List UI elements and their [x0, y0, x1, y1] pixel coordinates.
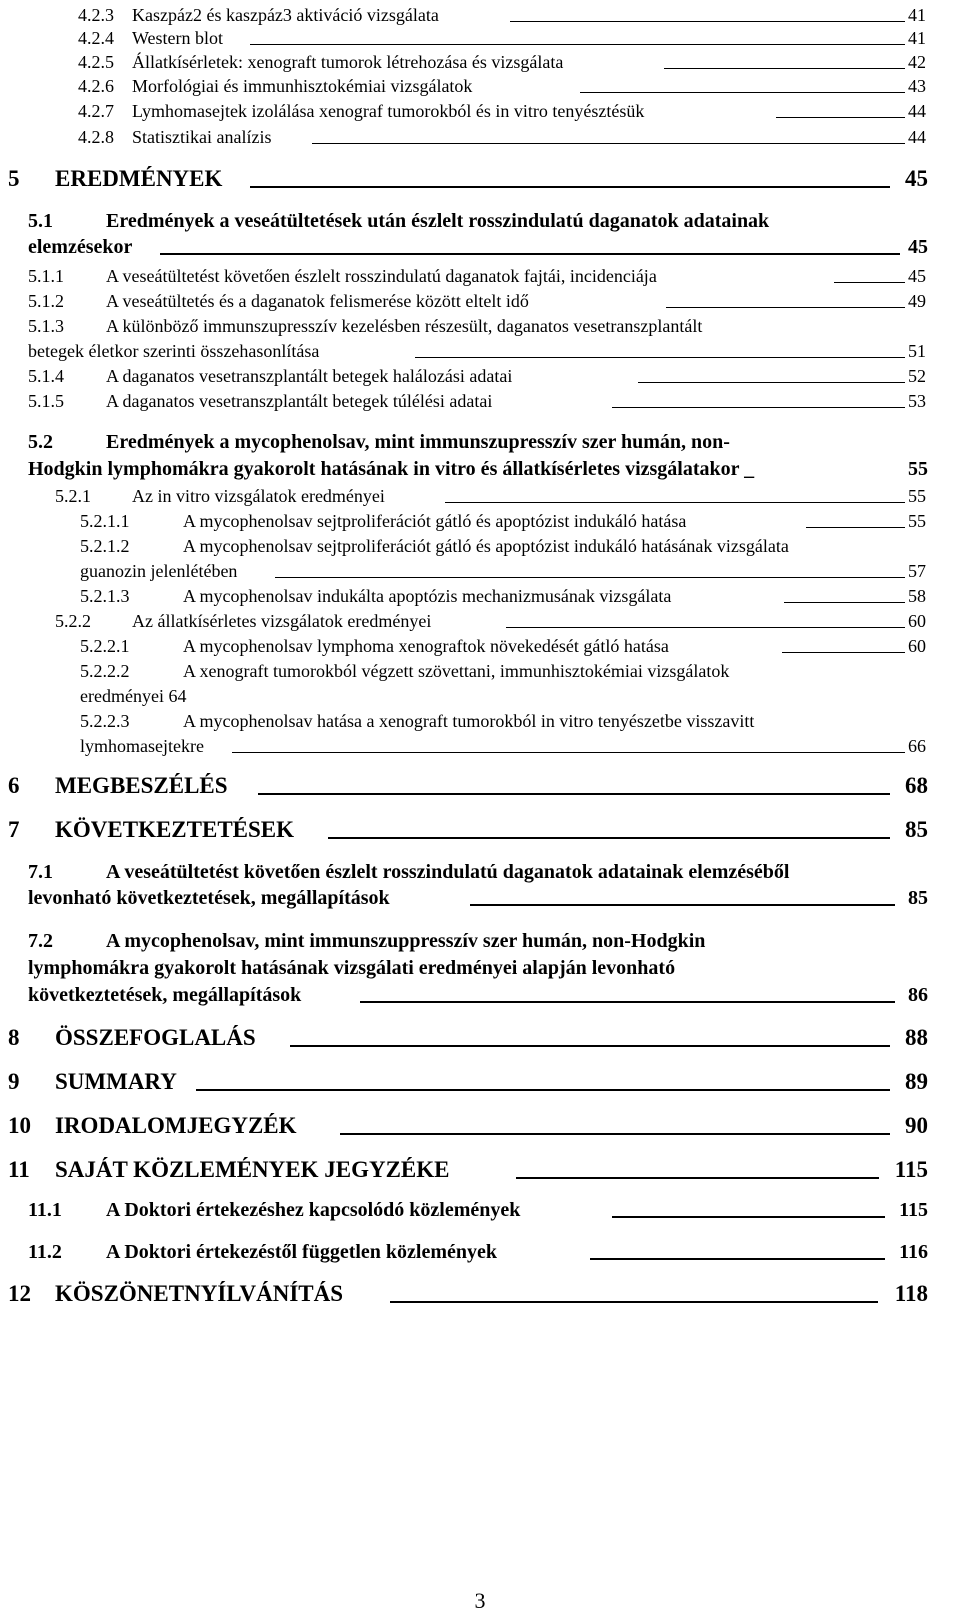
toc-entry[interactable] — [0, 481, 960, 507]
toc-title: Lymhomasejtek izolálása xenograf tumorokból és in vitro tenyésztésük — [132, 101, 645, 121]
toc-number: 5.2.2.2 — [80, 661, 130, 681]
toc-title: Eredmények a mycophenolsav, mint immunszupresszív szer humán, non- — [106, 431, 730, 453]
toc-number: 5.2.2 — [55, 611, 91, 631]
toc-section-continued[interactable] — [0, 979, 960, 1007]
toc-title: A daganatos vesetranszplantált betegek túlélési adatai — [106, 391, 493, 411]
toc-page: 42 — [908, 52, 926, 72]
toc-leader — [250, 44, 905, 45]
toc-leader — [196, 1089, 890, 1091]
toc-title: A veseátültetést követően észlelt rosszindulatú daganatok fajtái, incidenciája — [106, 266, 657, 286]
toc-title: SUMMARY — [55, 1069, 177, 1094]
toc-leader — [506, 627, 905, 628]
toc-number: 5.1.5 — [28, 391, 64, 411]
toc-entry[interactable] — [0, 706, 960, 732]
toc-leader — [258, 793, 890, 795]
toc-number: 12 — [8, 1281, 31, 1306]
toc-leader — [445, 502, 905, 503]
toc-title: A xenograft tumorokból végzett szövettani, immunhisztokémiai vizsgálatok — [183, 661, 730, 681]
toc-number: 10 — [8, 1113, 31, 1138]
toc-page: 68 — [905, 773, 928, 798]
toc-section[interactable] — [0, 205, 960, 233]
toc-leader — [590, 1258, 885, 1260]
toc-page: 41 — [908, 28, 926, 48]
toc-entry[interactable] — [0, 361, 960, 387]
toc-section-continued[interactable] — [0, 882, 960, 910]
toc-title: EREDMÉNYEK — [55, 166, 223, 191]
toc-entry[interactable] — [0, 606, 960, 632]
toc-title: lymhomasejtekre — [80, 736, 204, 756]
toc-page: 44 — [908, 127, 926, 147]
toc-title: Eredmények a veseátültetések után észlelt rosszindulatú daganatok adatainak — [106, 210, 770, 232]
toc-leader — [275, 577, 905, 578]
toc-leader — [638, 382, 905, 383]
toc-number: 4.2.3 — [78, 5, 114, 25]
toc-title: lymphomákra gyakorolt hatásának vizsgálati eredményei alapján levonható — [28, 957, 676, 979]
toc-leader — [250, 186, 890, 188]
toc-title: A mycophenolsav hatása a xenograft tumorokból in vitro tenyészetbe visszavitt — [183, 711, 755, 731]
toc-title: A daganatos vesetranszplantált betegek halálozási adatai — [106, 366, 513, 386]
toc-section[interactable] — [0, 1194, 960, 1222]
toc-title: Az állatkísérletes vizsgálatok eredményei — [132, 611, 432, 631]
toc-page: 57 — [908, 561, 926, 581]
toc-page: 88 — [905, 1025, 928, 1050]
toc-title: KÖVETKEZTETÉSEK — [55, 817, 295, 842]
toc-section[interactable] — [0, 925, 960, 953]
toc-number: 11 — [8, 1157, 30, 1182]
toc-entry[interactable] — [0, 631, 960, 657]
toc-leader — [784, 602, 905, 603]
toc-leader — [232, 752, 905, 753]
toc-entry-continued[interactable] — [0, 556, 960, 582]
toc-number: 5.1 — [28, 210, 53, 232]
toc-leader — [390, 1301, 878, 1303]
toc-page: 55 — [908, 486, 926, 506]
toc-number: 5.2.2.3 — [80, 711, 130, 731]
toc-page: 53 — [908, 391, 926, 411]
toc-title: ÖSSZEFOGLALÁS — [55, 1025, 256, 1050]
toc-entry[interactable] — [0, 531, 960, 557]
toc-title: Kaszpáz2 és kaszpáz3 aktiváció vizsgálata — [132, 5, 439, 25]
toc-leader — [340, 1133, 890, 1135]
toc-entry[interactable] — [0, 311, 960, 337]
toc-chapter[interactable] — [0, 1063, 960, 1095]
toc-entry[interactable] — [0, 286, 960, 312]
toc-page: 60 — [908, 611, 926, 631]
toc-leader — [328, 837, 890, 839]
toc-chapter[interactable] — [0, 160, 960, 192]
toc-page: 43 — [908, 76, 926, 96]
toc-leader — [580, 92, 905, 93]
toc-page: 90 — [905, 1113, 928, 1138]
toc-title: A Doktori értekezéshez kapcsolódó közlemények — [106, 1199, 521, 1221]
toc-title: levonható következtetések, megállapítások — [28, 887, 390, 909]
toc-title: A mycophenolsav sejtproliferációt gátló és apoptózist indukáló hatásának vizsgálata — [183, 536, 789, 556]
toc-leader — [312, 143, 905, 144]
toc-page: 116 — [899, 1241, 928, 1263]
toc-number: 4.2.7 — [78, 101, 114, 121]
toc-title: KÖSZÖNETNYÍLVÁNÍTÁS — [55, 1281, 344, 1306]
toc-page: 60 — [908, 636, 926, 656]
toc-entry[interactable] — [0, 261, 960, 287]
toc-leader — [160, 253, 900, 255]
toc-number: 11.1 — [28, 1199, 62, 1221]
page-number: 3 — [474, 1588, 486, 1613]
toc-entry-continued[interactable] — [0, 336, 960, 362]
toc-title: A veseátültetés és a daganatok felismerése között eltelt idő — [106, 291, 529, 311]
toc-chapter[interactable] — [0, 767, 960, 799]
toc-chapter[interactable] — [0, 811, 960, 843]
toc-number: 7.2 — [28, 930, 53, 952]
toc-number: 5.2 — [28, 431, 53, 453]
toc-number: 5 — [8, 166, 20, 191]
toc-page: 118 — [894, 1281, 928, 1306]
toc-title: guanozin jelenlétében — [80, 561, 238, 581]
toc-page: 45 — [908, 266, 926, 286]
toc-page: 55 — [908, 458, 928, 480]
toc-number: 9 — [8, 1069, 20, 1094]
toc-page: 115 — [894, 1157, 928, 1182]
toc-chapter[interactable] — [0, 1107, 960, 1139]
toc-number: 4.2.5 — [78, 52, 114, 72]
toc-leader — [782, 652, 905, 653]
toc-number: 5.1.4 — [28, 366, 64, 386]
toc-title: A mycophenolsav indukálta apoptózis mechanizmusának vizsgálata — [183, 586, 672, 606]
toc-page: 66 — [908, 736, 926, 756]
toc-entry[interactable] — [0, 122, 960, 148]
toc-leader — [510, 21, 905, 22]
toc-page: 44 — [908, 101, 926, 121]
toc-title: elemzésekor — [28, 236, 133, 258]
toc-section-continued[interactable] — [0, 453, 960, 481]
toc-page: 49 — [908, 291, 926, 311]
toc-title: A mycophenolsav sejtproliferációt gátló és apoptózist indukáló hatása — [183, 511, 687, 531]
toc-chapter[interactable] — [0, 1151, 960, 1183]
toc-number: 4.2.6 — [78, 76, 114, 96]
toc-section[interactable] — [0, 426, 960, 454]
toc-title: Morfológiai és immunhisztokémiai vizsgálatok — [132, 76, 473, 96]
toc-title: Statisztikai analízis — [132, 127, 272, 147]
toc-entry-continued[interactable] — [0, 731, 960, 757]
toc-page: 41 — [908, 5, 926, 25]
toc-title: A különböző immunszupresszív kezelésben részesült, daganatos vesetranszplantált — [106, 316, 703, 336]
toc-leader — [360, 1001, 895, 1003]
toc-entry[interactable] — [0, 656, 960, 682]
toc-entry[interactable] — [0, 581, 960, 607]
toc-title: IRODALOMJEGYZÉK — [55, 1113, 297, 1138]
toc-entry[interactable] — [0, 47, 960, 73]
toc-number: 5.2.1.2 — [80, 536, 130, 556]
toc-leader — [415, 357, 905, 358]
toc-number: 7.1 — [28, 861, 53, 883]
toc-title: betegek életkor szerinti összehasonlítása — [28, 341, 320, 361]
toc-page: 52 — [908, 366, 926, 386]
toc-section-continued[interactable] — [0, 952, 960, 980]
toc-title: Western blot — [132, 28, 224, 48]
toc-number: 5.1.3 — [28, 316, 64, 336]
toc-number: 4.2.4 — [78, 28, 114, 48]
toc-page: 45 — [905, 166, 928, 191]
toc-section-continued[interactable] — [0, 231, 960, 259]
toc-number: 4.2.8 — [78, 127, 114, 147]
toc-number: 7 — [8, 817, 20, 842]
toc-leader — [612, 1216, 885, 1218]
toc-chapter[interactable] — [0, 1019, 960, 1051]
toc-title: A veseátültetést követően észlelt rosszindulatú daganatok adatainak elemzéséből — [106, 861, 790, 883]
toc-title: következtetések, megállapítások — [28, 984, 302, 1006]
toc-number: 5.1.2 — [28, 291, 64, 311]
toc-title: A Doktori értekezéstől független közlemények — [106, 1241, 498, 1263]
toc-chapter[interactable] — [0, 1275, 960, 1307]
toc-page: 89 — [905, 1069, 928, 1094]
toc-number: 11.2 — [28, 1241, 62, 1263]
toc-entry-continued[interactable] — [0, 681, 960, 707]
toc-leader — [776, 117, 905, 118]
toc-section[interactable] — [0, 1236, 960, 1264]
toc-title: Hodgkin lymphomákra gyakorolt hatásának in vitro és állatkísérletes vizsgálatakor _ — [28, 458, 755, 480]
toc-leader — [834, 282, 905, 283]
toc-number: 5.1.1 — [28, 266, 64, 286]
toc-section[interactable] — [0, 856, 960, 884]
toc-number: 5.2.2.1 — [80, 636, 130, 656]
toc-leader — [612, 407, 905, 408]
toc-number: 8 — [8, 1025, 20, 1050]
toc-title: Állatkísérletek: xenograft tumorok létrehozása és vizsgálata — [132, 52, 564, 72]
toc-title: A mycophenolsav lymphoma xenograftok növekedését gátló hatása — [183, 636, 669, 656]
toc-entry[interactable] — [0, 23, 960, 49]
toc-page: 45 — [908, 236, 928, 258]
toc-page: 115 — [899, 1199, 928, 1221]
toc-entry[interactable] — [0, 96, 960, 122]
toc-page: 58 — [908, 586, 926, 606]
toc-title: MEGBESZÉLÉS — [55, 773, 228, 798]
toc-leader — [666, 307, 905, 308]
toc-number: 5.2.1.3 — [80, 586, 130, 606]
toc-title: SAJÁT KÖZLEMÉNYEK JEGYZÉKE — [55, 1157, 450, 1182]
toc-entry[interactable] — [0, 386, 960, 412]
toc-title: A mycophenolsav, mint immunszuppresszív szer humán, non-Hodgkin — [106, 930, 706, 952]
toc-leader — [470, 904, 895, 906]
toc-entry[interactable] — [0, 71, 960, 97]
toc-page: 85 — [908, 887, 928, 909]
toc-number: 5.2.1.1 — [80, 511, 130, 531]
toc-number: 5.2.1 — [55, 486, 91, 506]
toc-entry[interactable] — [0, 506, 960, 532]
toc-title: eredményei 64 — [80, 686, 187, 706]
toc-leader — [664, 68, 905, 69]
toc-page: 86 — [908, 984, 928, 1006]
toc-page: 85 — [905, 817, 928, 842]
toc-page: 51 — [908, 341, 926, 361]
toc-page: 55 — [908, 511, 926, 531]
toc-leader — [806, 527, 905, 528]
toc-title: Az in vitro vizsgálatok eredményei — [132, 486, 385, 506]
toc-leader — [290, 1045, 890, 1047]
toc-leader — [516, 1177, 879, 1179]
toc-number: 6 — [8, 773, 20, 798]
